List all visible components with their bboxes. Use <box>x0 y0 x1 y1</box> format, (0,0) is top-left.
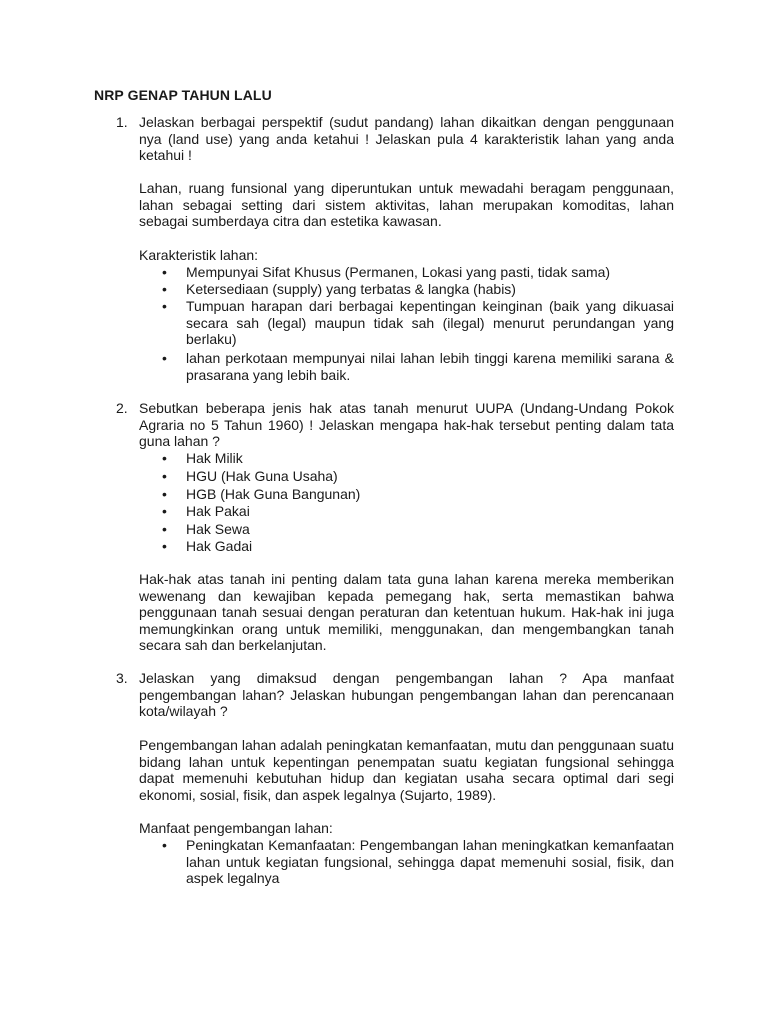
question-number-1: 1. <box>116 114 128 130</box>
list-item: HGB (Hak Guna Bangunan) <box>186 486 361 502</box>
list-item: Hak Pakai <box>186 503 250 519</box>
bullet-icon: • <box>162 350 167 366</box>
question-1-text: Jelaskan berbagai perspektif (sudut pandang) lahan dikaitkan dengan penggunaan nya (land use) yang anda ketahui ! Jelaskan pula 4 karakteristik lahan yang anda ketahui ! <box>139 114 674 163</box>
bullet-icon: • <box>162 538 167 554</box>
answer-2-paragraph: Hak-hak atas tanah ini penting dalam tata guna lahan karena mereka memberikan wewenang dan kewajiban kepada pemegang hak, serta memastikan bahwa penggunaan tanah sesuai dengan peraturan dan ketentuan hukum. Hak-hak ini juga memungkinkan orang untuk memiliki, menggunakan, dan mengembangkan tanah secara sah dan berkelanjutan. <box>139 571 674 653</box>
list-item: Peningkatan Kemanfaatan: Pengembangan lahan meningkatkan kemanfaatan lahan untuk kegiatan fungsional, sehingga dapat memenuhi sosial, fisik, dan aspek legalnya <box>186 837 674 886</box>
answer-3-list-intro: Manfaat pengembangan lahan: <box>139 820 333 836</box>
answer-1-list-intro: Karakteristik lahan: <box>139 247 259 263</box>
question-3-text: Jelaskan yang dimaksud dengan pengembangan lahan ? Apa manfaat pengembangan lahan? Jelaskan hubungan pengembangan lahan dan perencanaan kota/wilayah ? <box>139 670 674 719</box>
bullet-icon: • <box>162 281 167 297</box>
list-item: Hak Gadai <box>186 538 253 554</box>
bullet-icon: • <box>162 521 167 537</box>
bullet-icon: • <box>162 468 167 484</box>
list-item: Hak Milik <box>186 450 243 466</box>
list-item: Tumpuan harapan dari berbagai kepentingan keinginan (baik yang dikuasai secara sah (legal) maupun tidak sah (ilegal) menurut perundangan yang berlaku) <box>186 298 674 347</box>
list-item: Hak Sewa <box>186 521 250 537</box>
bullet-icon: • <box>162 486 167 502</box>
document-heading: NRP GENAP TAHUN LALU <box>94 87 272 103</box>
bullet-icon: • <box>162 450 167 466</box>
bullet-icon: • <box>162 503 167 519</box>
question-2-text: Sebutkan beberapa jenis hak atas tanah menurut UUPA (Undang-Undang Pokok Agraria no 5 Tahun 1960) ! Jelaskan mengapa hak-hak tersebut penting dalam tata guna lahan ? <box>139 400 674 449</box>
bullet-icon: • <box>162 837 167 853</box>
list-item: HGU (Hak Guna Usaha) <box>186 468 338 484</box>
list-item: lahan perkotaan mempunyai nilai lahan lebih tinggi karena memiliki sarana & prasarana yang lebih baik. <box>186 350 674 383</box>
question-number-3: 3. <box>116 670 128 686</box>
question-number-2: 2. <box>116 400 128 416</box>
answer-3-paragraph: Pengembangan lahan adalah peningkatan kemanfaatan, mutu dan penggunaan suatu bidang lahan untuk kepentingan penempatan suatu kegiatan fungsional sehingga dapat memenuhi kebutuhan hidup dan kegiatan usaha secara optimal dari segi ekonomi, sosial, fisik, dan aspek legalnya (Sujarto, 1989). <box>139 737 674 803</box>
list-item: Ketersediaan (supply) yang terbatas & langka (habis) <box>186 281 516 297</box>
bullet-icon: • <box>162 298 167 314</box>
answer-1-paragraph: Lahan, ruang funsional yang diperuntukan untuk mewadahi beragam penggunaan, lahan sebagai setting dari sistem aktivitas, lahan merupakan komoditas, lahan sebagai sumberdaya citra dan estetika kawasan. <box>139 180 674 229</box>
list-item: Mempunyai Sifat Khusus (Permanen, Lokasi yang pasti, tidak sama) <box>186 264 611 280</box>
bullet-icon: • <box>162 264 167 280</box>
